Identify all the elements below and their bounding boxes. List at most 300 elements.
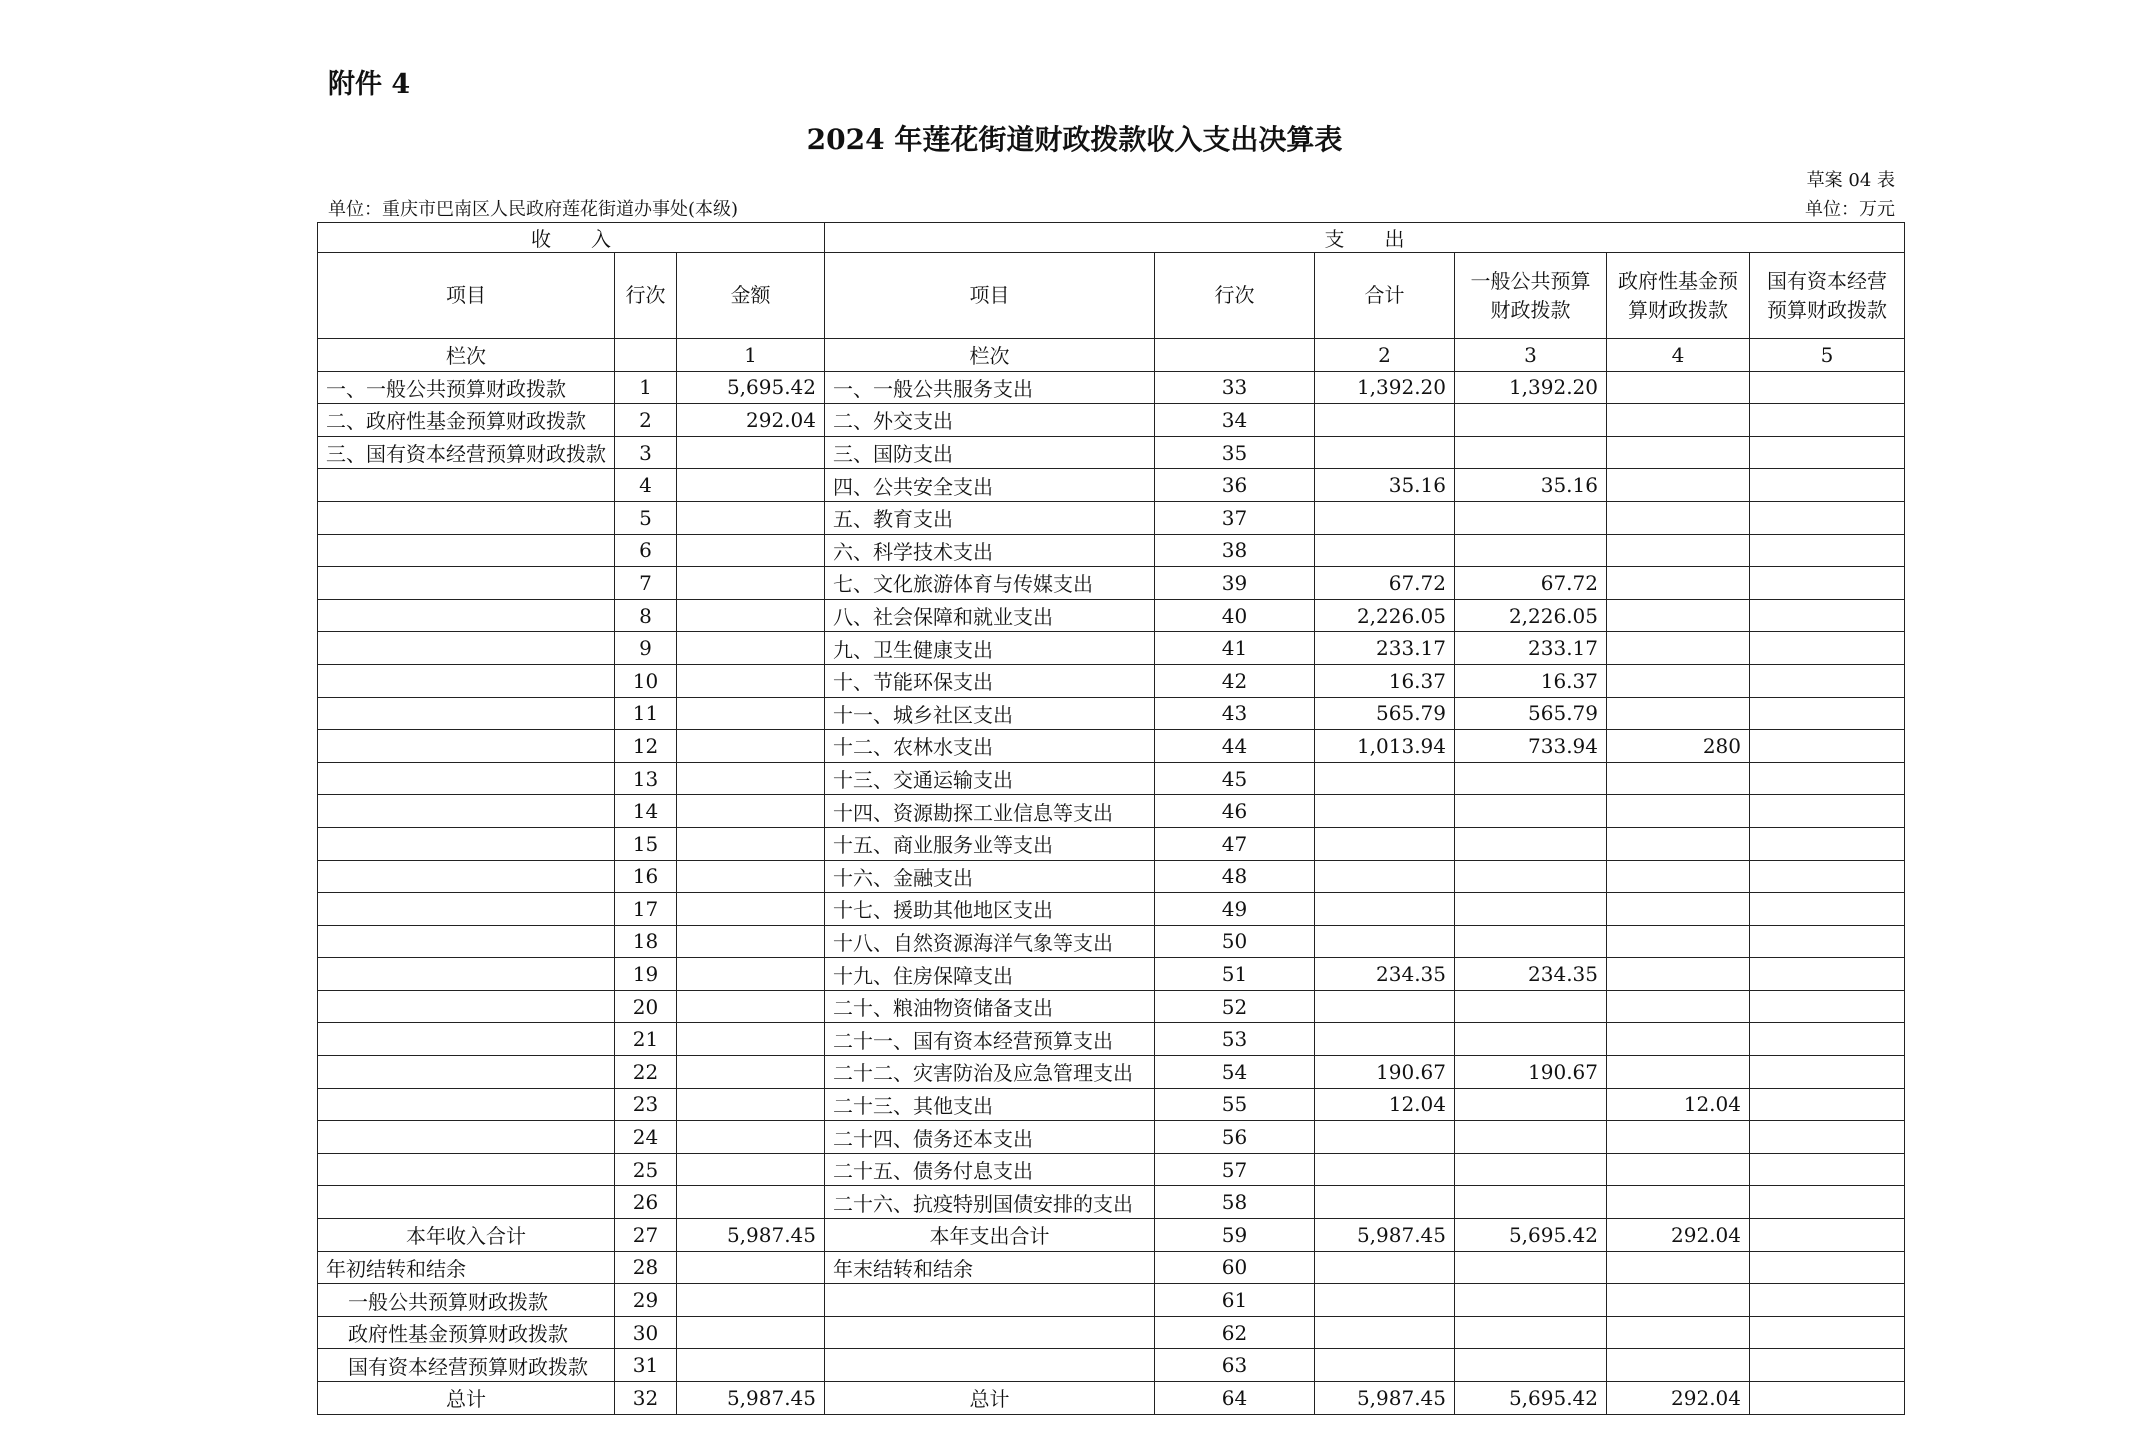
expense-state <box>1750 860 1905 893</box>
summary-expense-fund <box>1607 1251 1750 1284</box>
expense-line-no: 52 <box>1155 990 1315 1023</box>
expense-item: 一、一般公共服务支出 <box>825 371 1155 404</box>
expense-general <box>1455 1121 1607 1154</box>
expense-state <box>1750 893 1905 926</box>
expense-fund <box>1607 1121 1750 1154</box>
expense-fund <box>1607 501 1750 534</box>
summary-expense-total <box>1315 1251 1455 1284</box>
expense-general <box>1455 1023 1607 1056</box>
expense-total <box>1315 990 1455 1023</box>
income-line-no: 17 <box>615 893 677 926</box>
expense-fund <box>1607 827 1750 860</box>
summary-expense-total <box>1315 1349 1455 1382</box>
income-amount <box>677 1121 825 1154</box>
summary-expense-line-no: 64 <box>1155 1382 1315 1415</box>
summary-income-line-no: 27 <box>615 1219 677 1252</box>
expense-total <box>1315 827 1455 860</box>
expense-item: 七、文化旅游体育与传媒支出 <box>825 567 1155 600</box>
table-row <box>318 1056 1905 1089</box>
expense-state <box>1750 795 1905 828</box>
table-row <box>318 795 1905 828</box>
expense-line-no: 56 <box>1155 1121 1315 1154</box>
income-line-no: 6 <box>615 534 677 567</box>
income-amount <box>677 1186 825 1219</box>
income-line-no: 3 <box>615 436 677 469</box>
expense-general <box>1455 1088 1607 1121</box>
expense-general: 190.67 <box>1455 1056 1607 1089</box>
expense-general: 16.37 <box>1455 664 1607 697</box>
summary-income-item: 年初结转和结余 <box>318 1251 615 1284</box>
income-item <box>318 567 615 600</box>
income-amount <box>677 501 825 534</box>
column-header-row <box>318 253 1905 339</box>
income-amount <box>677 1023 825 1056</box>
expense-fund <box>1607 436 1750 469</box>
income-item <box>318 893 615 926</box>
expense-item: 三、国防支出 <box>825 436 1155 469</box>
income-item <box>318 599 615 632</box>
income-item <box>318 697 615 730</box>
summary-expense-item <box>825 1284 1155 1317</box>
summary-expense-item: 总计 <box>825 1382 1155 1415</box>
summary-expense-state <box>1750 1251 1905 1284</box>
summary-expense-line-no: 60 <box>1155 1251 1315 1284</box>
summary-row <box>318 1219 1905 1252</box>
income-item <box>318 469 615 502</box>
income-amount <box>677 1056 825 1089</box>
table-row <box>318 404 1905 437</box>
expense-fund <box>1607 925 1750 958</box>
summary-row <box>318 1316 1905 1349</box>
expense-state <box>1750 664 1905 697</box>
expense-item: 十五、商业服务业等支出 <box>825 827 1155 860</box>
summary-expense-fund: 292.04 <box>1607 1382 1750 1415</box>
income-line-no: 2 <box>615 404 677 437</box>
expense-line-no: 33 <box>1155 371 1315 404</box>
table-row <box>318 1088 1905 1121</box>
income-amount: 5,695.42 <box>677 371 825 404</box>
expense-total: 1,392.20 <box>1315 371 1455 404</box>
income-amount <box>677 958 825 991</box>
expense-item: 八、社会保障和就业支出 <box>825 599 1155 632</box>
summary-income-item: 总计 <box>318 1382 615 1415</box>
expense-total <box>1315 860 1455 893</box>
col-header-fund: 政府性基金预算财政拨款 <box>1607 253 1750 339</box>
expense-total <box>1315 1153 1455 1186</box>
income-amount: 292.04 <box>677 404 825 437</box>
summary-expense-total: 5,987.45 <box>1315 1382 1455 1415</box>
expense-fund <box>1607 1153 1750 1186</box>
expense-general: 35.16 <box>1455 469 1607 502</box>
col-index-total: 2 <box>1315 339 1455 372</box>
page-title: 2024 年莲花街道财政拨款收入支出决算表 <box>806 123 1343 156</box>
expense-general <box>1455 893 1607 926</box>
expense-fund <box>1607 599 1750 632</box>
table-row <box>318 534 1905 567</box>
summary-row <box>318 1382 1905 1415</box>
income-line-no: 4 <box>615 469 677 502</box>
col-header-state: 国有资本经营预算财政拨款 <box>1750 253 1905 339</box>
expense-line-no: 55 <box>1155 1088 1315 1121</box>
income-line-no: 26 <box>615 1186 677 1219</box>
income-item <box>318 534 615 567</box>
expense-total <box>1315 534 1455 567</box>
summary-expense-fund <box>1607 1316 1750 1349</box>
expense-state <box>1750 990 1905 1023</box>
expense-total <box>1315 1121 1455 1154</box>
summary-row <box>318 1284 1905 1317</box>
expense-total: 2,226.05 <box>1315 599 1455 632</box>
expense-general <box>1455 501 1607 534</box>
budget-table <box>317 222 1905 1415</box>
expense-item: 十一、城乡社区支出 <box>825 697 1155 730</box>
summary-row <box>318 1349 1905 1382</box>
table-row <box>318 958 1905 991</box>
table-row <box>318 1186 1905 1219</box>
summary-expense-general <box>1455 1251 1607 1284</box>
expense-item: 十六、金融支出 <box>825 860 1155 893</box>
expense-total: 67.72 <box>1315 567 1455 600</box>
expense-total: 565.79 <box>1315 697 1455 730</box>
expense-item: 四、公共安全支出 <box>825 469 1155 502</box>
summary-expense-total: 5,987.45 <box>1315 1219 1455 1252</box>
summary-income-line-no: 28 <box>615 1251 677 1284</box>
expense-general <box>1455 795 1607 828</box>
summary-expense-state <box>1750 1316 1905 1349</box>
column-index-row <box>318 339 1905 372</box>
income-item <box>318 664 615 697</box>
table-row <box>318 925 1905 958</box>
expense-line-no: 40 <box>1155 599 1315 632</box>
summary-expense-item: 本年支出合计 <box>825 1219 1155 1252</box>
expense-line-no: 37 <box>1155 501 1315 534</box>
expense-line-no: 51 <box>1155 958 1315 991</box>
expense-line-no: 35 <box>1155 436 1315 469</box>
expense-fund <box>1607 762 1750 795</box>
expense-item: 二、外交支出 <box>825 404 1155 437</box>
table-row <box>318 860 1905 893</box>
summary-expense-item: 年末结转和结余 <box>825 1251 1155 1284</box>
expense-fund <box>1607 860 1750 893</box>
expense-state <box>1750 469 1905 502</box>
expense-line-no: 47 <box>1155 827 1315 860</box>
expense-state <box>1750 632 1905 665</box>
expense-line-no: 48 <box>1155 860 1315 893</box>
expense-total: 16.37 <box>1315 664 1455 697</box>
expense-state <box>1750 436 1905 469</box>
income-amount <box>677 795 825 828</box>
expense-item: 二十五、债务付息支出 <box>825 1153 1155 1186</box>
expense-line-no: 45 <box>1155 762 1315 795</box>
expense-general <box>1455 990 1607 1023</box>
expense-total <box>1315 795 1455 828</box>
attachment-label: 附件 4 <box>328 69 411 100</box>
summary-income-amount: 5,987.45 <box>677 1382 825 1415</box>
unit-label: 单位：万元 <box>1805 199 1895 220</box>
summary-expense-total <box>1315 1316 1455 1349</box>
expense-fund <box>1607 893 1750 926</box>
expense-line-no: 54 <box>1155 1056 1315 1089</box>
summary-expense-state <box>1750 1219 1905 1252</box>
income-line-no: 9 <box>615 632 677 665</box>
expense-total: 35.16 <box>1315 469 1455 502</box>
expense-item: 二十一、国有资本经营预算支出 <box>825 1023 1155 1056</box>
expense-item: 六、科学技术支出 <box>825 534 1155 567</box>
table-row <box>318 567 1905 600</box>
expense-total <box>1315 436 1455 469</box>
income-amount <box>677 762 825 795</box>
expense-item: 九、卫生健康支出 <box>825 632 1155 665</box>
expense-total: 234.35 <box>1315 958 1455 991</box>
expense-total <box>1315 893 1455 926</box>
income-item <box>318 1023 615 1056</box>
income-line-no: 7 <box>615 567 677 600</box>
income-amount <box>677 827 825 860</box>
expense-fund <box>1607 1056 1750 1089</box>
expense-total <box>1315 762 1455 795</box>
expense-state <box>1750 762 1905 795</box>
expense-general <box>1455 860 1607 893</box>
income-line-no: 10 <box>615 664 677 697</box>
expense-item: 十四、资源勘探工业信息等支出 <box>825 795 1155 828</box>
summary-income-line-no: 32 <box>615 1382 677 1415</box>
income-line-no: 8 <box>615 599 677 632</box>
expense-state <box>1750 827 1905 860</box>
summary-expense-state <box>1750 1284 1905 1317</box>
income-amount <box>677 730 825 763</box>
expense-state <box>1750 599 1905 632</box>
col-index-amount: 1 <box>677 339 825 372</box>
table-row <box>318 501 1905 534</box>
summary-expense-item <box>825 1316 1155 1349</box>
table-row <box>318 1023 1905 1056</box>
expense-line-no: 46 <box>1155 795 1315 828</box>
col-index-general: 3 <box>1455 339 1607 372</box>
income-line-no: 24 <box>615 1121 677 1154</box>
table-row <box>318 664 1905 697</box>
expense-item: 十七、援助其他地区支出 <box>825 893 1155 926</box>
expense-item: 二十四、债务还本支出 <box>825 1121 1155 1154</box>
expense-fund <box>1607 1186 1750 1219</box>
income-item <box>318 1088 615 1121</box>
income-item <box>318 1153 615 1186</box>
income-amount <box>677 697 825 730</box>
expense-general <box>1455 436 1607 469</box>
expense-fund <box>1607 958 1750 991</box>
income-amount <box>677 664 825 697</box>
summary-expense-line-no: 59 <box>1155 1219 1315 1252</box>
col-header-item: 项目 <box>318 253 615 339</box>
expense-general: 733.94 <box>1455 730 1607 763</box>
summary-income-line-no: 29 <box>615 1284 677 1317</box>
summary-expense-state <box>1750 1349 1905 1382</box>
expense-item: 十、节能环保支出 <box>825 664 1155 697</box>
summary-income-item: 一般公共预算财政拨款 <box>318 1284 615 1317</box>
income-line-no: 16 <box>615 860 677 893</box>
summary-expense-fund: 292.04 <box>1607 1219 1750 1252</box>
expense-fund <box>1607 534 1750 567</box>
table-row <box>318 827 1905 860</box>
expense-state <box>1750 404 1905 437</box>
income-item: 二、政府性基金预算财政拨款 <box>318 404 615 437</box>
expense-general <box>1455 762 1607 795</box>
expense-line-no: 58 <box>1155 1186 1315 1219</box>
expense-general <box>1455 1186 1607 1219</box>
income-line-no: 23 <box>615 1088 677 1121</box>
col-header-general: 一般公共预算财政拨款 <box>1455 253 1607 339</box>
table-row <box>318 371 1905 404</box>
income-amount <box>677 436 825 469</box>
expense-line-no: 57 <box>1155 1153 1315 1186</box>
income-section-header: 收 入 <box>318 223 825 253</box>
table-row <box>318 1153 1905 1186</box>
expense-fund <box>1607 795 1750 828</box>
expense-general <box>1455 925 1607 958</box>
expense-fund <box>1607 1023 1750 1056</box>
summary-income-amount <box>677 1284 825 1317</box>
income-line-no: 20 <box>615 990 677 1023</box>
income-line-no: 11 <box>615 697 677 730</box>
expense-general: 565.79 <box>1455 697 1607 730</box>
summary-income-amount <box>677 1251 825 1284</box>
income-item <box>318 925 615 958</box>
expense-state <box>1750 1088 1905 1121</box>
expense-line-no: 43 <box>1155 697 1315 730</box>
table-row <box>318 436 1905 469</box>
expense-item: 二十三、其他支出 <box>825 1088 1155 1121</box>
expense-line-no: 34 <box>1155 404 1315 437</box>
expense-item: 十八、自然资源海洋气象等支出 <box>825 925 1155 958</box>
expense-item: 五、教育支出 <box>825 501 1155 534</box>
expense-line-no: 42 <box>1155 664 1315 697</box>
expense-total <box>1315 1186 1455 1219</box>
expense-line-no: 36 <box>1155 469 1315 502</box>
table-row <box>318 632 1905 665</box>
expense-general <box>1455 404 1607 437</box>
expense-item: 二十六、抗疫特别国债安排的支出 <box>825 1186 1155 1219</box>
summary-income-line-no: 31 <box>615 1349 677 1382</box>
income-item <box>318 1056 615 1089</box>
summary-expense-line-no: 61 <box>1155 1284 1315 1317</box>
expense-section-header: 支 出 <box>825 223 1905 253</box>
summary-income-item: 国有资本经营预算财政拨款 <box>318 1349 615 1382</box>
expense-general <box>1455 534 1607 567</box>
table-row <box>318 730 1905 763</box>
income-line-no: 19 <box>615 958 677 991</box>
income-amount <box>677 860 825 893</box>
table-row <box>318 697 1905 730</box>
expense-total: 233.17 <box>1315 632 1455 665</box>
expense-line-no: 38 <box>1155 534 1315 567</box>
col-index-label2: 栏次 <box>825 339 1155 372</box>
income-amount <box>677 599 825 632</box>
expense-state <box>1750 534 1905 567</box>
income-line-no: 5 <box>615 501 677 534</box>
income-line-no: 14 <box>615 795 677 828</box>
col-index-label: 栏次 <box>318 339 615 372</box>
org-label: 单位：重庆市巴南区人民政府莲花街道办事处(本级) <box>328 199 739 220</box>
expense-total: 190.67 <box>1315 1056 1455 1089</box>
income-item <box>318 860 615 893</box>
expense-line-no: 49 <box>1155 893 1315 926</box>
col-header-line: 行次 <box>615 253 677 339</box>
summary-expense-state <box>1750 1382 1905 1415</box>
income-item: 三、国有资本经营预算财政拨款 <box>318 436 615 469</box>
summary-expense-general <box>1455 1349 1607 1382</box>
col-index-empty <box>615 339 677 372</box>
income-line-no: 12 <box>615 730 677 763</box>
income-item <box>318 730 615 763</box>
expense-state <box>1750 501 1905 534</box>
income-line-no: 21 <box>615 1023 677 1056</box>
summary-expense-total <box>1315 1284 1455 1317</box>
expense-fund <box>1607 404 1750 437</box>
summary-income-line-no: 30 <box>615 1316 677 1349</box>
table-row <box>318 762 1905 795</box>
expense-general: 67.72 <box>1455 567 1607 600</box>
summary-expense-fund <box>1607 1284 1750 1317</box>
income-amount <box>677 893 825 926</box>
expense-fund: 12.04 <box>1607 1088 1750 1121</box>
income-item <box>318 762 615 795</box>
income-amount <box>677 925 825 958</box>
expense-general: 2,226.05 <box>1455 599 1607 632</box>
expense-state <box>1750 958 1905 991</box>
expense-general <box>1455 1153 1607 1186</box>
col-header-line2: 行次 <box>1155 253 1315 339</box>
expense-general <box>1455 827 1607 860</box>
income-item <box>318 501 615 534</box>
income-amount <box>677 990 825 1023</box>
expense-total <box>1315 1023 1455 1056</box>
expense-state <box>1750 697 1905 730</box>
col-index-fund: 4 <box>1607 339 1750 372</box>
expense-item: 十三、交通运输支出 <box>825 762 1155 795</box>
expense-state <box>1750 730 1905 763</box>
income-item <box>318 632 615 665</box>
income-amount <box>677 567 825 600</box>
summary-income-amount <box>677 1316 825 1349</box>
summary-expense-general: 5,695.42 <box>1455 1382 1607 1415</box>
expense-state <box>1750 1153 1905 1186</box>
expense-state <box>1750 1056 1905 1089</box>
expense-state <box>1750 1023 1905 1056</box>
income-line-no: 22 <box>615 1056 677 1089</box>
expense-line-no: 41 <box>1155 632 1315 665</box>
summary-income-item: 本年收入合计 <box>318 1219 615 1252</box>
table-row <box>318 469 1905 502</box>
expense-item: 十二、农林水支出 <box>825 730 1155 763</box>
income-line-no: 15 <box>615 827 677 860</box>
income-item <box>318 1186 615 1219</box>
summary-expense-line-no: 62 <box>1155 1316 1315 1349</box>
expense-item: 二十、粮油物资储备支出 <box>825 990 1155 1023</box>
col-index-empty2 <box>1155 339 1315 372</box>
expense-state <box>1750 925 1905 958</box>
expense-fund <box>1607 664 1750 697</box>
expense-state <box>1750 371 1905 404</box>
income-line-no: 1 <box>615 371 677 404</box>
expense-state <box>1750 1186 1905 1219</box>
income-item <box>318 990 615 1023</box>
summary-expense-general <box>1455 1316 1607 1349</box>
col-index-state: 5 <box>1750 339 1905 372</box>
expense-fund <box>1607 632 1750 665</box>
col-header-total: 合计 <box>1315 253 1455 339</box>
expense-item: 二十二、灾害防治及应急管理支出 <box>825 1056 1155 1089</box>
income-item <box>318 958 615 991</box>
form-code: 草案 04 表 <box>1806 170 1895 191</box>
